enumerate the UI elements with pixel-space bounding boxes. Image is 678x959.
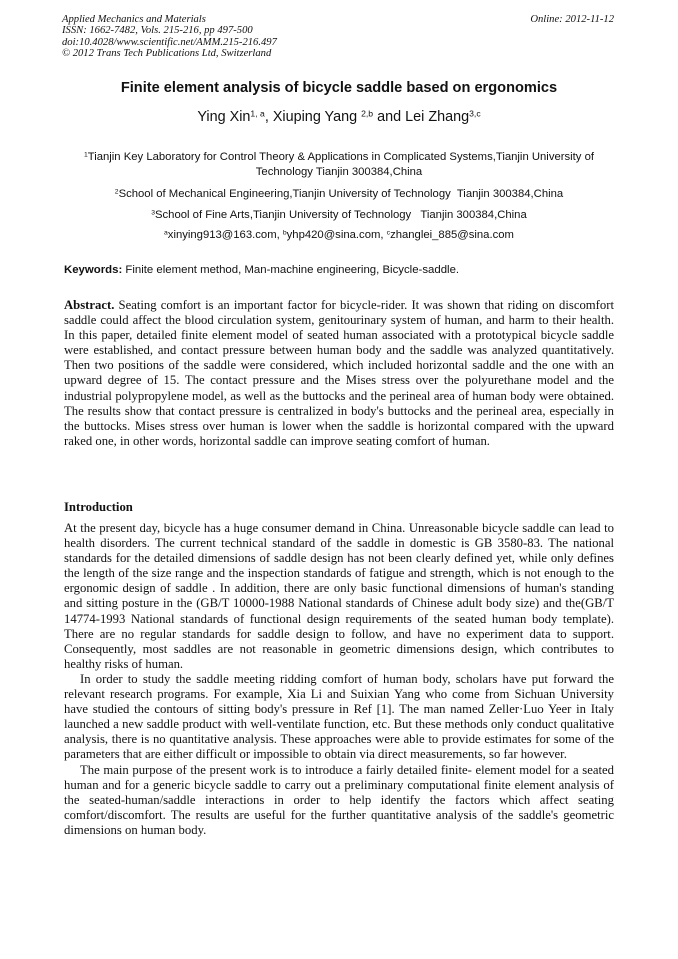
section-heading-introduction: Introduction [64,500,133,514]
affiliation-text: School of Fine Arts,Tianjin University of Technology Tianjin 300384,China [155,209,527,221]
author-separator: and [373,109,406,125]
paper-title: Finite element analysis of bicycle saddle based on ergonomics [120,80,558,96]
paragraph: In order to study the saddle meeting ridding comfort of human body, scholars have put forward the relevant research programs. For example, Xia Li and Suixian Yang who come from Sichuan University have studied the contours of sitting body's pressure in Ref [1]. The man named Zeller·Luo Yeer in Italy launched a new saddle product with well-ventilate function, etc. But these methods only conduct qualitative analysis, there is no quantitative analysis. These approaches were able to provide estimates for some of the parameters that are either difficult or impossible to obtain via direct measurements, so far however. [64,671,614,762]
abstract [64,298,614,449]
affiliation-1 [62,150,616,179]
author-affil-sup: 2,b [361,108,374,119]
keywords-label: Keywords: [64,264,123,276]
author-name: Ying Xin [197,109,251,125]
keywords [64,264,459,276]
author-name: Lei Zhang [405,109,470,125]
author-emails [0,229,678,241]
author-affil-sup: 3,c [469,108,481,119]
email-link[interactable]: yhp420@sina.com, [286,229,387,241]
email-link[interactable]: zhanglei_885@sina.com [390,229,514,241]
doi-line: doi:10.4028/www.scientific.net/AMM.215-216.497 [62,36,277,48]
email-link[interactable]: xinying913@163.com, [167,229,283,241]
author-name: Xiuping Yang [272,109,362,125]
issn-line: ISSN: 1662-7482, Vols. 215-216, pp 497-500 [62,25,253,37]
paragraph: The main purpose of the present work is to introduce a fairly detailed finite- element model for a seated human and for a generic bicycle saddle to carry out a preliminary computational finite element analysis of the seated-human/saddle interactions in order to help identify the factors which affect seating comfort/discomfort. The results are useful for the further quantitative analysis of the saddle's geometric dimensions on human body. [64,762,614,837]
keywords-text: Finite element method, Man-machine engineering, Bicycle-saddle. [122,264,460,276]
email-sup: b [282,229,287,237]
paragraph: At the present day, bicycle has a huge consumer demand in China. Unreasonable bicycle saddle can lead to health disorders. The current technical standard of the saddle in domestic is GB 3580-83. The national standards for the detailed dimensions of saddle design has not been clearly defined yet, while only defines the length of the size range and the inspection standards of fatigue and strength, which is not enough to the ergonomic design of saddle . In addition, there are only basic functional dimensions of human's standing and sitting posture in the (GB/T 10000-1988 National standards of Chinese adult body size) and the(GB/T 14774-1993 National standards of functional design requirements of the seated human body template). There are no regular standards for saddle design to follow, and have no experiment data to support. Consequently, most saddles are not reasonable in geometric dimensions design, which contributes to healthy risks of human. [64,521,614,671]
affiliation-text: Tianjin Key Laboratory for Control Theory & Applications in Complicated Systems,Tianjin University of Technology Tianjin 300384,China [87,151,595,178]
author-list [0,109,678,125]
abstract-text: Seating comfort is an important factor for bicycle-rider. It was shown that riding on discomfort saddle could affect the blood circulation system, genitourinary system of human, and harm to their health. In this paper, detailed finite element model of seated human associated with a prototypical bicycle saddle were established, and contact pressure between human body and the saddle was analyzed quantitatively. Then two positions of the saddle were considered, which included horizontal saddle and the one with an upward degree of 15. The contact pressure and the Mises stress over the polyurethane model and the industrial polypropylene model, as well as the buttocks and the perineal area of human body were obtained. The results show that contact pressure is centralized in body's buttocks and the perineal area, especially in the buttocks. Mises stress over human is lower when the saddle is horizontal compared with the upward raked one, in other words, horizontal saddle can improve seating comfort of human. [64,298,614,448]
journal-name: Applied Mechanics and Materials [62,14,206,25]
affiliation-sup: 2 [114,188,119,196]
online-date: Online: 2012-11-12 [530,14,614,25]
abstract-label: Abstract. [64,298,115,312]
journal-header [62,14,277,60]
affiliation-sup: 1 [83,151,88,159]
author-separator: , [264,109,273,125]
affiliation-sup: 3 [151,209,155,217]
email-sup: c [386,229,391,237]
affiliation-3 [62,208,616,223]
affiliation-2 [62,187,616,202]
copyright-line: © 2012 Trans Tech Publications Ltd, Switzerland [62,48,272,60]
author-affil-sup: 1, a [250,108,265,119]
introduction-body [64,521,614,838]
affiliation-text: School of Mechanical Engineering,Tianjin University of Technology Tianjin 300384,China [118,188,564,200]
email-sup: a [164,229,168,237]
